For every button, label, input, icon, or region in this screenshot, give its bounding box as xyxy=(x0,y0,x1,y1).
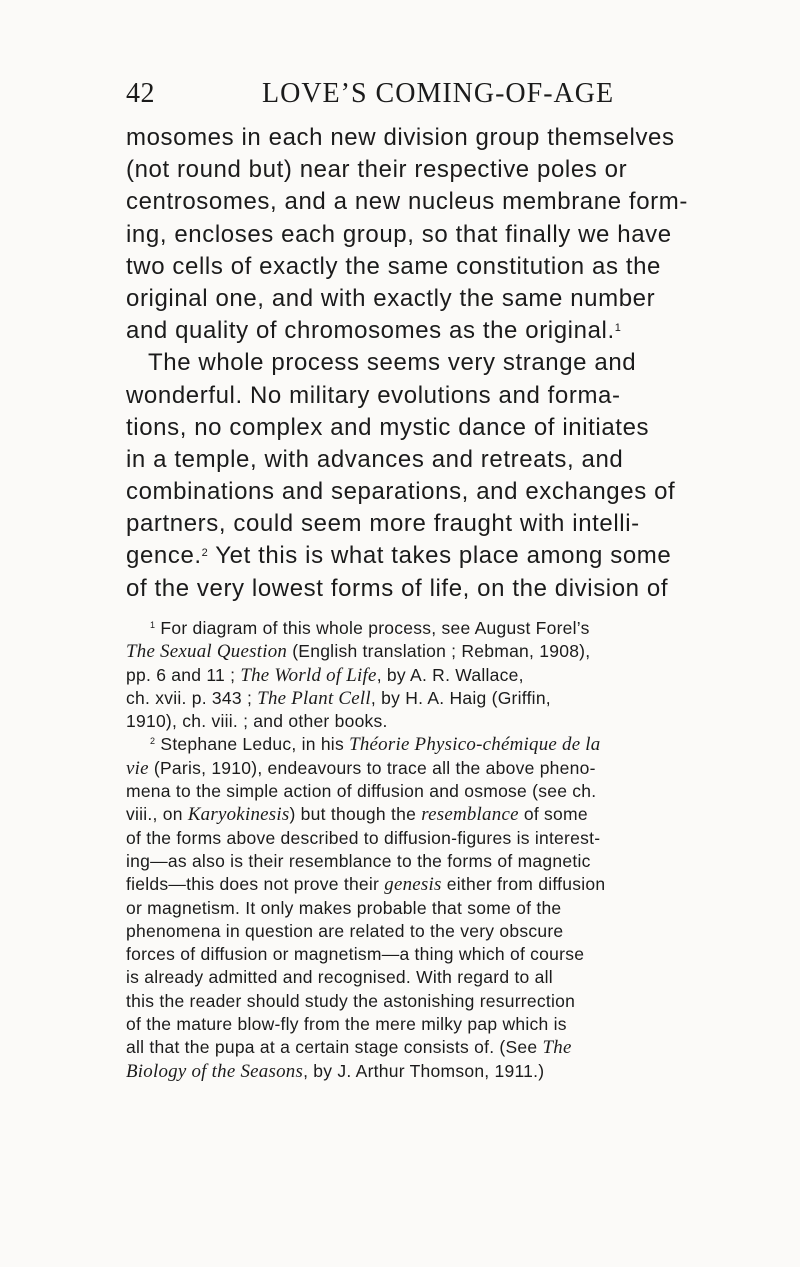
footnote-text: , by A. R. Wallace, xyxy=(376,664,524,685)
page-header xyxy=(126,78,736,118)
book-title: The Plant Cell xyxy=(257,687,371,709)
body-line: mosomes in each new division group themselves xyxy=(126,124,675,151)
book-title: The Sexual Question xyxy=(126,641,288,663)
footnote-line: is already admitted and recognised. With regard to all xyxy=(126,967,553,988)
book-title: Biology of the Seasons xyxy=(126,1060,304,1082)
body-line: (not round but) near their respective poles or xyxy=(126,156,628,184)
body-line-text: Yet this is what takes place among some xyxy=(215,542,672,570)
book-title: vie xyxy=(126,757,149,779)
body-line: of the very lowest forms of life, on the division of xyxy=(126,574,669,602)
footnote-ref-1: 1 xyxy=(614,322,622,335)
footnote-line xyxy=(126,664,741,687)
footnote-marker-1: 1 xyxy=(150,620,156,630)
footnote-line: phenomena in question are related to the very obscure xyxy=(126,920,564,941)
footnote-marker-2: 2 xyxy=(150,736,156,747)
paragraph-start: The whole process seems very strange and xyxy=(148,349,637,377)
body-line-text: gence. xyxy=(126,542,202,570)
footnote-text: ) but though the xyxy=(289,804,422,825)
footnote-text: either from diffusion xyxy=(441,874,606,895)
body-line-text: and quality of chromosomes as the original. xyxy=(126,317,615,345)
footnote-ref-2: 2 xyxy=(201,547,209,560)
footnote-text: of some xyxy=(518,804,588,825)
body-line: partners, could seem more fraught with intelli- xyxy=(126,510,640,538)
book-title: The World of Life xyxy=(240,664,377,686)
footnote-line: this the reader should study the astonishing resurrection xyxy=(126,990,576,1011)
body-text xyxy=(126,122,741,605)
footnote-text: ch. xvii. p. 343 ; xyxy=(126,687,258,708)
italic-term: Karyokinesis xyxy=(187,804,290,826)
body-line xyxy=(126,315,741,347)
body-line: in a temple, with advances and retreats, and xyxy=(126,445,624,473)
footnote-text: Stephane Leduc, in his xyxy=(160,734,350,755)
footnote-line: mena to the simple action of diffusion and osmose (see ch. xyxy=(126,781,597,802)
footnote-line: of the forms above described to diffusion-figures is interest- xyxy=(126,827,601,848)
footnote-text: For diagram of this whole process, see August Forel’s xyxy=(160,618,590,638)
body-line: original one, and with exactly the same number xyxy=(126,284,656,312)
body-line xyxy=(126,540,741,572)
footnote-text: pp. 6 and 11 ; xyxy=(126,664,241,685)
book-title: Théorie Physico-chémique de la xyxy=(349,734,601,756)
body-line: two cells of exactly the same constitution as the xyxy=(126,252,661,280)
body-line: tions, no complex and mystic dance of initiates xyxy=(126,413,650,441)
footnotes xyxy=(126,617,741,1083)
footnote-line: of the mature blow-fly from the mere milky pap which is xyxy=(126,1014,567,1035)
footnote-2 xyxy=(126,733,741,756)
footnote-line xyxy=(126,640,741,663)
footnote-line xyxy=(126,803,741,826)
footnote-line: 1910), ch. viii. ; and other books. xyxy=(126,711,388,732)
footnote-line: ing—as also is their resemblance to the forms of magnetic xyxy=(126,850,591,871)
footnote-line xyxy=(126,873,741,896)
footnote-line xyxy=(126,1060,741,1083)
footnote-text: (English translation ; Rebman, 1908), xyxy=(287,641,591,662)
body-line: wonderful. No military evolutions and forma- xyxy=(126,381,621,409)
italic-term: resemblance xyxy=(421,804,519,826)
footnote-text: , by H. A. Haig (Griffin, xyxy=(370,687,551,708)
book-title: The xyxy=(542,1037,572,1059)
footnote-text: , by J. Arthur Thomson, 1911.) xyxy=(303,1060,545,1081)
body-line: combinations and separations, and exchanges of xyxy=(126,478,676,506)
footnote-text: (Paris, 1910), endeavours to trace all the above pheno- xyxy=(148,757,596,778)
footnote-line xyxy=(126,687,741,710)
footnote-line: or magnetism. It only makes probable that some of the xyxy=(126,897,562,918)
footnote-1 xyxy=(126,617,741,640)
footnote-line xyxy=(126,1036,741,1059)
footnote-text: viii., on xyxy=(126,804,188,825)
footnote-line xyxy=(126,757,741,780)
page-number: 42 xyxy=(126,78,155,109)
footnote-text: fields—this does not prove their xyxy=(126,874,385,895)
body-line: ing, encloses each group, so that finally we have xyxy=(126,220,672,248)
italic-term: genesis xyxy=(384,874,442,896)
footnote-line: forces of diffusion or magnetism—a thing which of course xyxy=(126,944,585,965)
footnote-text: all that the pupa at a certain stage consists of. (See xyxy=(126,1037,543,1058)
body-line: centrosomes, and a new nucleus membrane form- xyxy=(126,188,688,216)
running-title: LOVE’S COMING-OF-AGE xyxy=(262,78,615,109)
